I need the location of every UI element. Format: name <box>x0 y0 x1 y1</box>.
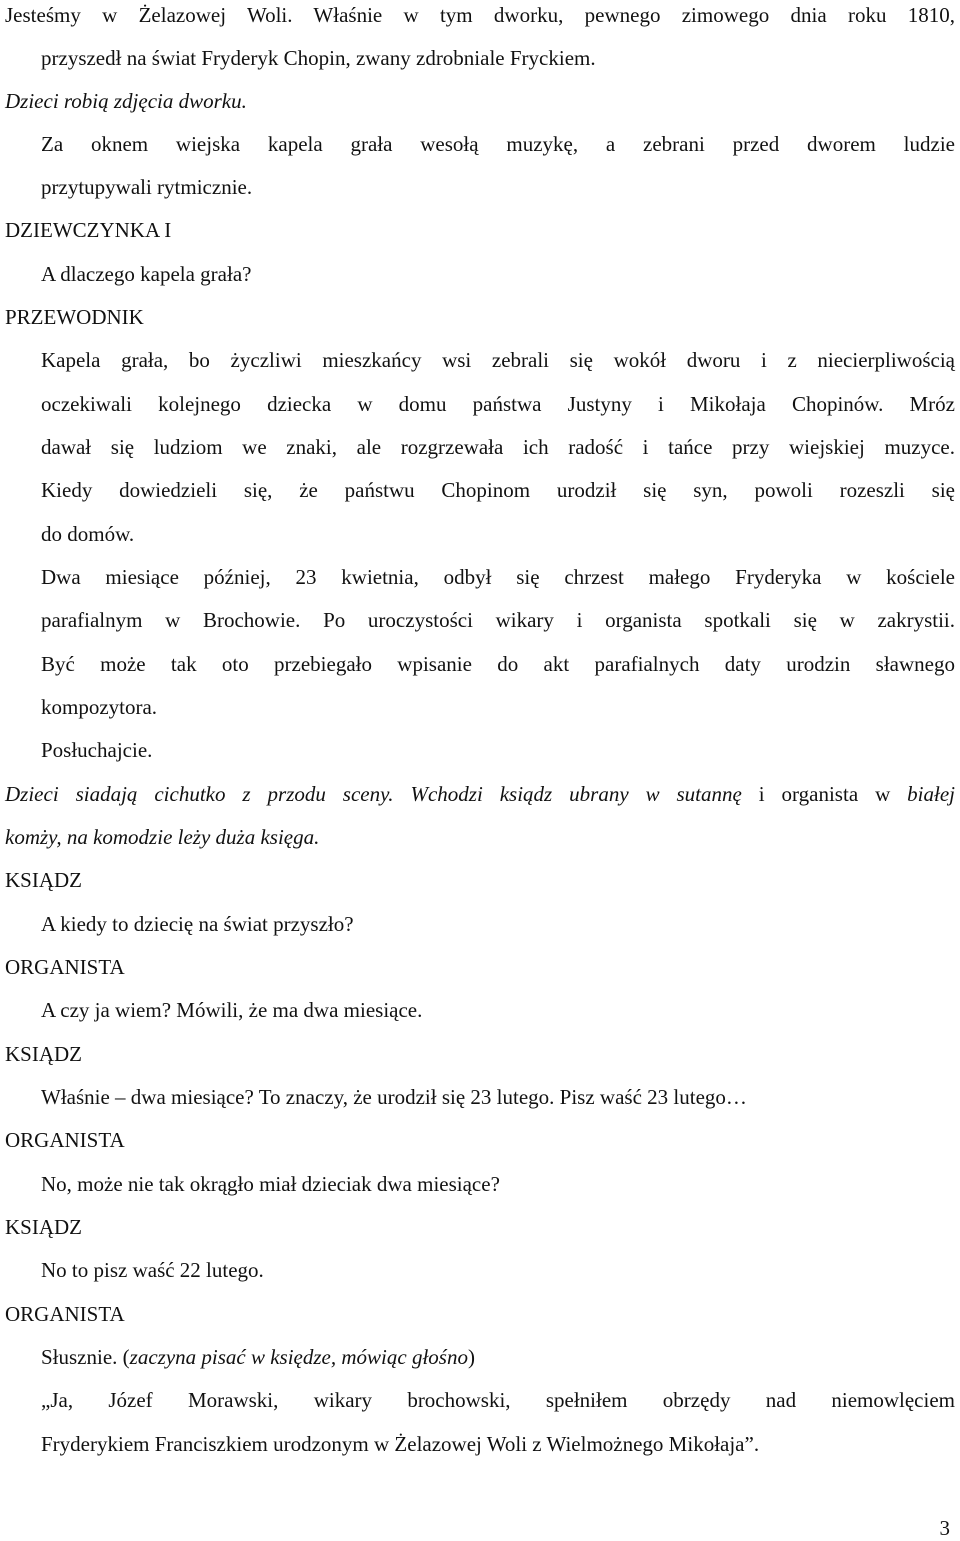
speaker-name: KSIĄDZ <box>5 1042 82 1066</box>
quote-line: Fryderykiem Franciszkiem urodzonym w Żelazowej Woli z Wielmożnego Mikołaja”. <box>41 1432 760 1456</box>
dialogue-italic: zaczyna pisać w księdze, mówiąc głośno <box>129 1345 468 1369</box>
dialogue-line: do domów. <box>41 522 135 546</box>
speaker-name: KSIĄDZ <box>5 868 82 892</box>
dialogue-line: A dlaczego kapela grała? <box>41 262 252 286</box>
quote-line: „Ja, Józef Morawski, wikary brochowski, spełniłem obrzędy nad niemowlęciem <box>41 1388 955 1412</box>
dialogue-line: kompozytora. <box>41 695 158 719</box>
stage-direction <box>5 780 955 808</box>
narration-line: przytupywali rytmicznie. <box>41 175 253 199</box>
dialogue-regular: ) <box>467 1345 475 1369</box>
dialogue-line: oczekiwali kolejnego dziecka w domu państwa Justyny i Mikołaja Chopinów. Mróz <box>41 392 955 416</box>
dialogue-line: Kapela grała, bo życzliwi mieszkańcy wsi zebrali się wokół dworu i z niecierpliwością <box>41 348 955 372</box>
intro-line: Jesteśmy w Żelazowej Woli. Właśnie w tym dworku, pewnego zimowego dnia roku 1810, <box>5 3 955 27</box>
speaker-name: KSIĄDZ <box>5 1215 82 1239</box>
dialogue-line: Kiedy dowiedzieli się, że państwu Chopinom urodził się syn, powoli rozeszli się <box>41 478 955 502</box>
dialogue-line: No to pisz waść 22 lutego. <box>41 1258 264 1282</box>
speaker-name: ORGANISTA <box>5 1128 125 1152</box>
stage-direction: Dzieci robią zdjęcia dworku. <box>5 89 247 113</box>
page-number: 3 <box>939 1516 950 1540</box>
speaker-name: ORGANISTA <box>5 955 125 979</box>
dialogue-line: A kiedy to dziecię na świat przyszło? <box>41 912 354 936</box>
intro-line: przyszedł na świat Fryderyk Chopin, zwany zdrobniale Fryckiem. <box>41 46 596 70</box>
narration-line: Za oknem wiejska kapela grała wesołą muzykę, a zebrani przed dworem ludzie <box>41 132 955 156</box>
dialogue-line: Dwa miesiące później, 23 kwietnia, odbył się chrzest małego Fryderyka w kościele <box>41 565 955 589</box>
speaker-name: ORGANISTA <box>5 1302 125 1326</box>
stage-direction: komży, na komodzie leży duża księga. <box>5 825 320 849</box>
dialogue-line: Posłuchajcie. <box>41 738 153 762</box>
speaker-name: PRZEWODNIK <box>5 305 144 329</box>
dialogue-line: Być może tak oto przebiegało wpisanie do akt parafialnych daty urodzin sławnego <box>41 652 955 676</box>
stage-direction-italic: Dzieci siadają cichutko z przodu sceny. Wchodzi ksiądz ubrany w sutannę <box>5 782 742 806</box>
dialogue-line <box>41 1343 475 1371</box>
stage-direction-regular: i organista w <box>741 782 908 806</box>
dialogue-line: Właśnie – dwa miesiące? To znaczy, że urodził się 23 lutego. Pisz waść 23 lutego… <box>41 1085 747 1109</box>
stage-direction-italic: białej <box>907 782 955 806</box>
speaker-name: DZIEWCZYNKA I <box>5 218 172 242</box>
dialogue-line: A czy ja wiem? Mówili, że ma dwa miesiące. <box>41 998 423 1022</box>
dialogue-line: dawał się ludziom we znaki, ale rozgrzewała ich radość i tańce przy wiejskiej muzyce. <box>41 435 955 459</box>
dialogue-line: No, może nie tak okrągło miał dzieciak dwa miesiące? <box>41 1172 500 1196</box>
dialogue-regular: Słusznie. ( <box>41 1345 130 1369</box>
dialogue-line: parafialnym w Brochowie. Po uroczystości wikary i organista spotkali się w zakrystii. <box>41 608 955 632</box>
